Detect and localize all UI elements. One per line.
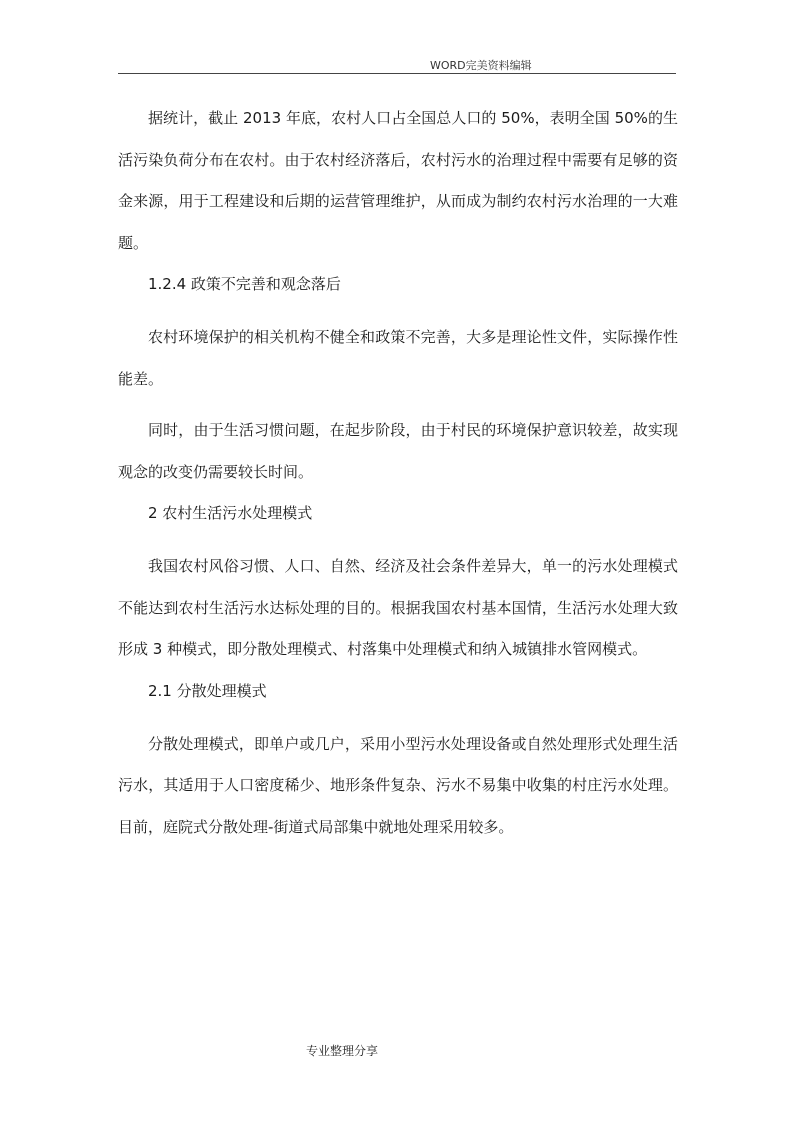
heading-2-1: 2.1 分散处理模式 [148, 681, 267, 700]
header-divider [118, 73, 676, 74]
document-body [118, 98, 678, 858]
paragraph-habits: 同时，由于生活习惯问题，在起步阶段，由于村民的环境保护意识较差，故实现观念的改变仍需要较长时间。 [118, 421, 678, 481]
page-footer-text: 专业整理分享 [306, 1044, 379, 1058]
paragraph-policy: 农村环境保护的相关机构不健全和政策不完善，大多是理论性文件，实际操作性能差。 [118, 328, 678, 388]
paragraph-statistics: 据统计，截止 2013 年底，农村人口占全国总人口的 50%，表明全国 50%的生活污染负荷分布在农村。由于农村经济落后，农村污水的治理过程中需要有足够的资金来源，用于工程建设和后期的运营管理维护，从而成为制约农村污水治理的一大难题。 [118, 109, 678, 252]
paragraph-modes: 我国农村风俗习惯、人口、自然、经济及社会条件差异大，单一的污水处理模式不能达到农村生活污水达标处理的目的。根据我国农村基本国情，生活污水处理大致形成 3 种模式，即分散处理模式、村落集中处理模式和纳入城镇排水管网模式。 [118, 557, 678, 658]
heading-2: 2 农村生活污水处理模式 [148, 504, 313, 522]
paragraph-decentralized: 分散处理模式，即单户或几户，采用小型污水处理设备或自然处理形式处理生活污水，其适用于人口密度稀少、地形条件复杂、污水不易集中收集的村庄污水处理。目前，庭院式分散处理-街道式局部集中就地处理采用较多。 [118, 734, 678, 836]
heading-1-2-4: 1.2.4 政策不完善和观念落后 [148, 275, 341, 293]
page-header-text: WORD完美资料编辑 [430, 59, 532, 72]
